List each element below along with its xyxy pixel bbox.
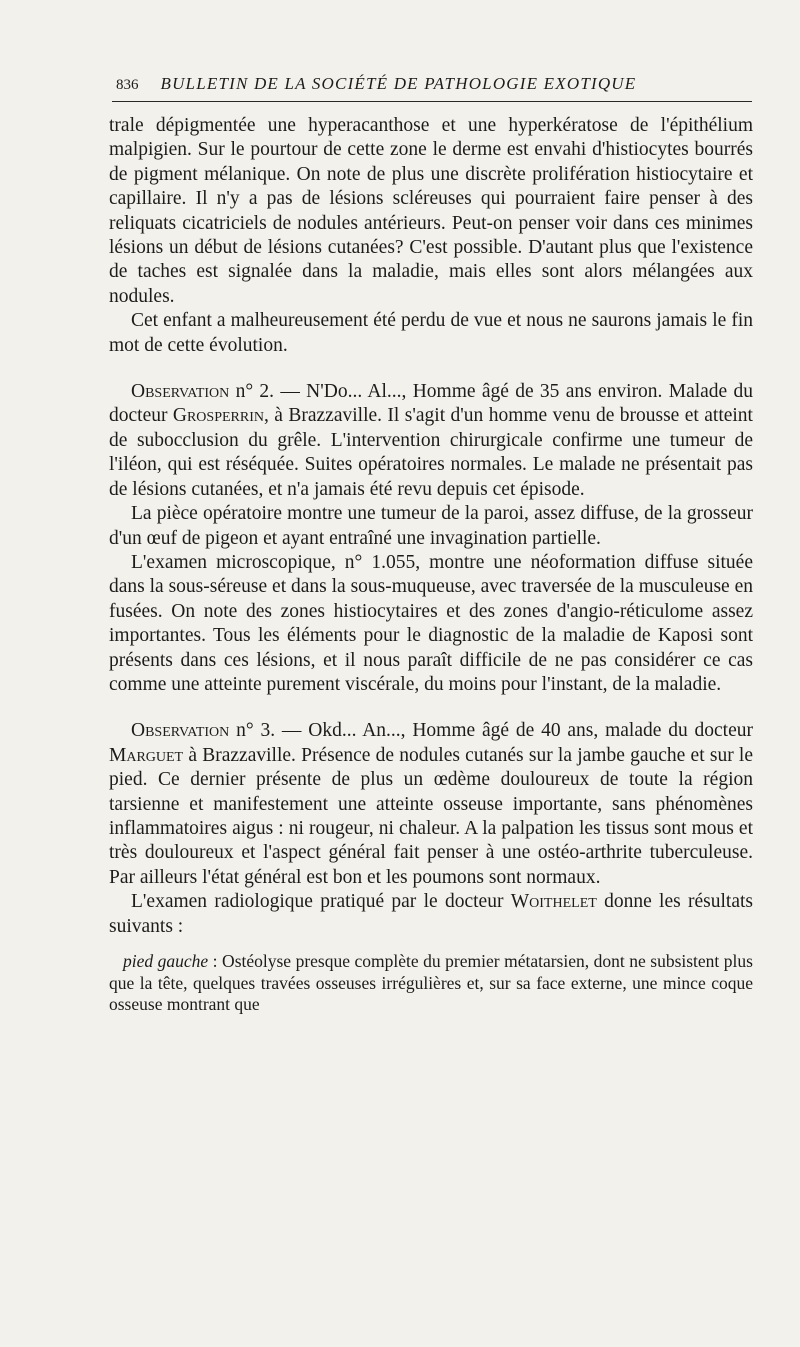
observation-3-number: n° 3.	[236, 720, 276, 742]
journal-title: BULLETIN DE LA SOCIÉTÉ DE PATHOLOGIE EXOTIQUE	[160, 74, 637, 93]
observation-2-number: n° 2.	[235, 381, 275, 403]
observation-2-text-b: , à Brazzaville. Il s'agit d'un homme venu de brousse et atteint de subocclusion du grêle. L'intervention chirurgicale confirme une tumeur de l'iléon, qui est réséquée. Suites opératoires normales. Le malade ne présentait pas de lésions cutanées, et n'a jamais été revu depuis cet épisode.	[109, 405, 753, 500]
article-body	[109, 114, 753, 1016]
header-rule	[112, 101, 752, 102]
observation-2	[109, 380, 753, 502]
paragraph-specimen: La pièce opératoire montre une tumeur de la paroi, assez diffuse, de la grosseur d'un œuf de pigeon et ayant entraîné une invagination partielle.	[109, 503, 753, 549]
running-header	[116, 74, 752, 94]
observation-3-text-b: à Brazzaville. Présence de nodules cutanés sur la jambe gauche et sur le pied. Ce dernier présente de plus un œdème douloureux de toute la région tarsienne et manifestement une atteinte osseuse importante, sans phénomènes inflammatoires aigus : ni rougeur, ni chaleur. A la palpation les tissus sont mous et très douloureux et l'aspect général fait penser à une ostéo-arthrite tuberculeuse. Par ailleurs l'état général est bon et les poumons sont normaux.	[109, 744, 753, 888]
observation-2-doctor: Grosperrin	[172, 405, 264, 427]
observation-3-label: Observation	[131, 720, 230, 742]
observation-2-text-a: — N'Do... Al..., Homme âgé de 35 ans environ. Malade du docteur	[109, 381, 753, 427]
paragraph-follow-up: Cet enfant a malheureusement été perdu de vue et nous ne saurons jamais le fin mot de cette évolution.	[109, 310, 753, 356]
page-number: 836	[116, 77, 139, 93]
radiology-doctor: Woithelet	[510, 891, 597, 913]
paragraph-microscopy: L'examen microscopique, n° 1.055, montre une néoformation diffuse située dans la sous-séreuse et dans la sous-muqueuse, avec traversée de la musculeuse en fusées. On note des zones histiocytaires et des zones d'angio-réticulome assez importantes. Tous les éléments pour le diagnostic de la maladie de Kaposi sont présents dans ces lésions, et il nous paraît difficile de ne pas considérer ce cas comme une atteinte purement viscérale, du moins pour l'instant, de la maladie.	[109, 551, 753, 695]
radiology-findings	[109, 951, 753, 1016]
paragraph-radiology	[109, 890, 753, 939]
radiology-text-b: donne les résultats suivants :	[109, 891, 753, 937]
observation-3-text-a: — Okd... An..., Homme âgé de 40 ans, malade du docteur	[275, 720, 753, 742]
paragraph-continuation: trale dépigmentée une hyperacanthose et une hyperkératose de l'épithélium malpigien. Sur le pourtour de cette zone le derme est envahi d'histiocytes bourrés de pigment mélanique. On note de plus une discrète prolifération histiocytaire et capillaire. Il n'y a pas de lésions scléreuses qui pourraient faire penser à des reliquats cicatriciels de nodules antérieurs. Peut-on penser voir dans ces minimes lésions un début de lésions cutanées? C'est possible. D'autant plus que l'existence de taches est signalée dans la maladie, mais elles sont alors mélangées aux nodules.	[109, 115, 753, 307]
observation-3-doctor: Marguet	[109, 744, 184, 766]
findings-label: pied gauche	[123, 951, 209, 971]
radiology-text-a: L'examen radiologique pratiqué par le docteur	[131, 891, 511, 913]
observation-2-label: Observation	[131, 381, 230, 403]
findings-text: : Ostéolyse presque complète du premier métatarsien, dont ne subsistent plus que la tête, quelques travées osseuses irrégulières et, sur sa face externe, une mince coque osseuse montrant que	[109, 951, 753, 1015]
observation-3	[109, 719, 753, 890]
